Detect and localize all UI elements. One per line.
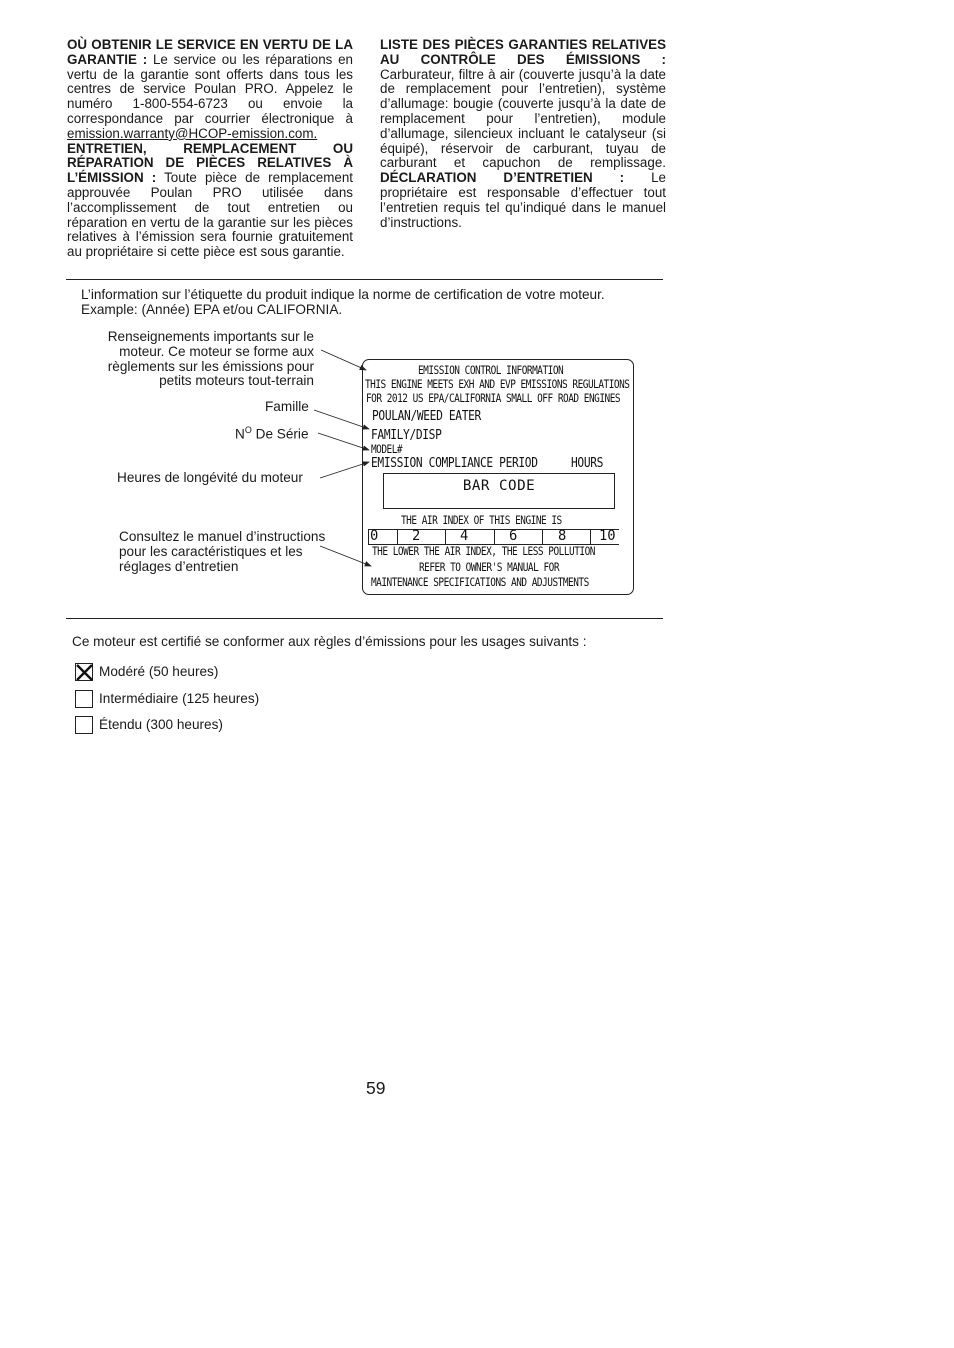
warranty-service-body: Le service ou les réparations en vertu de la garantie sont offerts dans tous les centres de service Poulan PRO. Appelez le numéro 1-800-554-6723 ou envoie la correspondance par courrier électronique à — [67, 51, 354, 126]
callout-serial: $N^O$ De Série — [235, 425, 309, 442]
scale-2: 2 — [412, 528, 421, 544]
checkbox-extended[interactable] — [75, 716, 93, 734]
label-air-index: THE AIR INDEX OF THIS ENGINE IS — [401, 513, 562, 527]
info-line-1: L’information sur l’étiquette du produit indique la norme de certification de votre moteur. — [81, 287, 605, 302]
maintenance-heading: ENTRETIEN, REMPLACEMENT OU RÉPARATION DE PIÈCES RELATIVES À L’ÉMISSION : — [67, 140, 353, 186]
callout-important-info: Renseignements importants sur le moteur. Ce moteur se forme aux règlements sur les émissions pour petits moteurs tout-terrain — [107, 329, 314, 389]
scale-10: 10 — [599, 528, 616, 544]
bottom-divider — [66, 618, 663, 619]
scale-8: 8 — [558, 528, 567, 544]
label-maintenance-specs: MAINTENANCE SPECIFICATIONS AND ADJUSTMENTS — [371, 575, 589, 589]
declaration-heading: DÉCLARATION D’ENTRETIEN : — [380, 170, 625, 186]
declaration-body: Le propriétaire est responsable d’effectuer tout l’entretien requis tel qu’indiqué dans le manuel d’instructions. — [380, 170, 666, 230]
warranty-service-heading: OÙ OBTENIR LE SERVICE EN VERTU DE LA GARANTIE : — [67, 37, 353, 67]
arrow-important-info — [321, 350, 366, 370]
label-brand: POULAN/WEED EATER — [372, 409, 481, 424]
label-hours: HOURS — [571, 456, 604, 471]
label-family: FAMILY/DISP — [371, 428, 442, 443]
certification-statement: Ce moteur est certifié se conformer aux règles d’émissions pour les usages suivants : — [72, 634, 587, 649]
scale-4: 4 — [460, 528, 469, 544]
label-pollution-note: THE LOWER THE AIR INDEX, THE LESS POLLUTION — [372, 544, 595, 558]
arrow-family — [314, 410, 369, 429]
checked-x-icon — [76, 664, 93, 681]
barcode-area — [383, 473, 615, 509]
checkbox-moderate[interactable] — [75, 663, 93, 681]
label-compliance-period: EMISSION COMPLIANCE PERIOD — [371, 456, 538, 471]
option-label-intermediate: Intermédiaire (125 heures) — [99, 691, 260, 706]
emission-control-label — [362, 359, 634, 595]
option-label-extended: Étendu (300 heures) — [99, 717, 223, 732]
label-refer-manual: REFER TO OWNER'S MANUAL FOR — [419, 560, 560, 574]
label-regulations: THIS ENGINE MEETS EXH AND EVP EMISSIONS REGULATIONS — [365, 377, 630, 391]
parts-list-body: Carburateur, filtre à air (couverte jusqu’à la date de remplacement pour l’entretien), système d’allumage: bougie (couverte jusqu’à la date de remplacement pour l’entretien), module d’allumage, silencieux incluant le catalyseur (si équipé), réservoir de carburant, tuyau de carburant et capuchon de remplissage. — [380, 66, 666, 171]
label-title: EMISSION CONTROL INFORMATION — [418, 363, 564, 377]
option-label-moderate: Modéré (50 heures) — [99, 664, 219, 679]
air-index-scale — [368, 529, 619, 545]
checkbox-intermediate[interactable] — [75, 690, 93, 708]
callout-engine-hours: Heures de longévité du moteur — [117, 470, 303, 485]
label-model: MODEL# — [371, 442, 403, 456]
maintenance-body: Toute pièce de remplacement approuvée Poulan PRO utilisée dans l’accomplissement de tout entretien ou réparation en vertu de la garantie sur les pièces relatives à l’émission sera fournie gratuitement au propriétaire si cette pièce est sous garantie. — [67, 170, 353, 260]
info-line-2: Example: (Année) EPA et/ou CALIFORNIA. — [81, 301, 343, 317]
page-number: 59 — [366, 1078, 386, 1098]
barcode-text: BAR CODE — [462, 478, 536, 494]
label-epa-california: FOR 2012 US EPA/CALIFORNIA SMALL OFF ROAD ENGINES — [366, 391, 621, 405]
warranty-email-link[interactable]: emission.warranty@HCOP-emission.com. — [67, 125, 318, 141]
callout-family: Famille — [265, 399, 309, 414]
parts-list-heading: LISTE DES PIÈCES GARANTIES RELATIVES AU CONTRÔLE DES ÉMISSIONS : — [380, 37, 666, 67]
callout-owner-manual: Consultez le manuel d’instructions pour les caractéristiques et les réglages d’entretien — [119, 529, 326, 574]
scale-0: 0 — [370, 528, 379, 544]
scale-6: 6 — [509, 528, 518, 544]
